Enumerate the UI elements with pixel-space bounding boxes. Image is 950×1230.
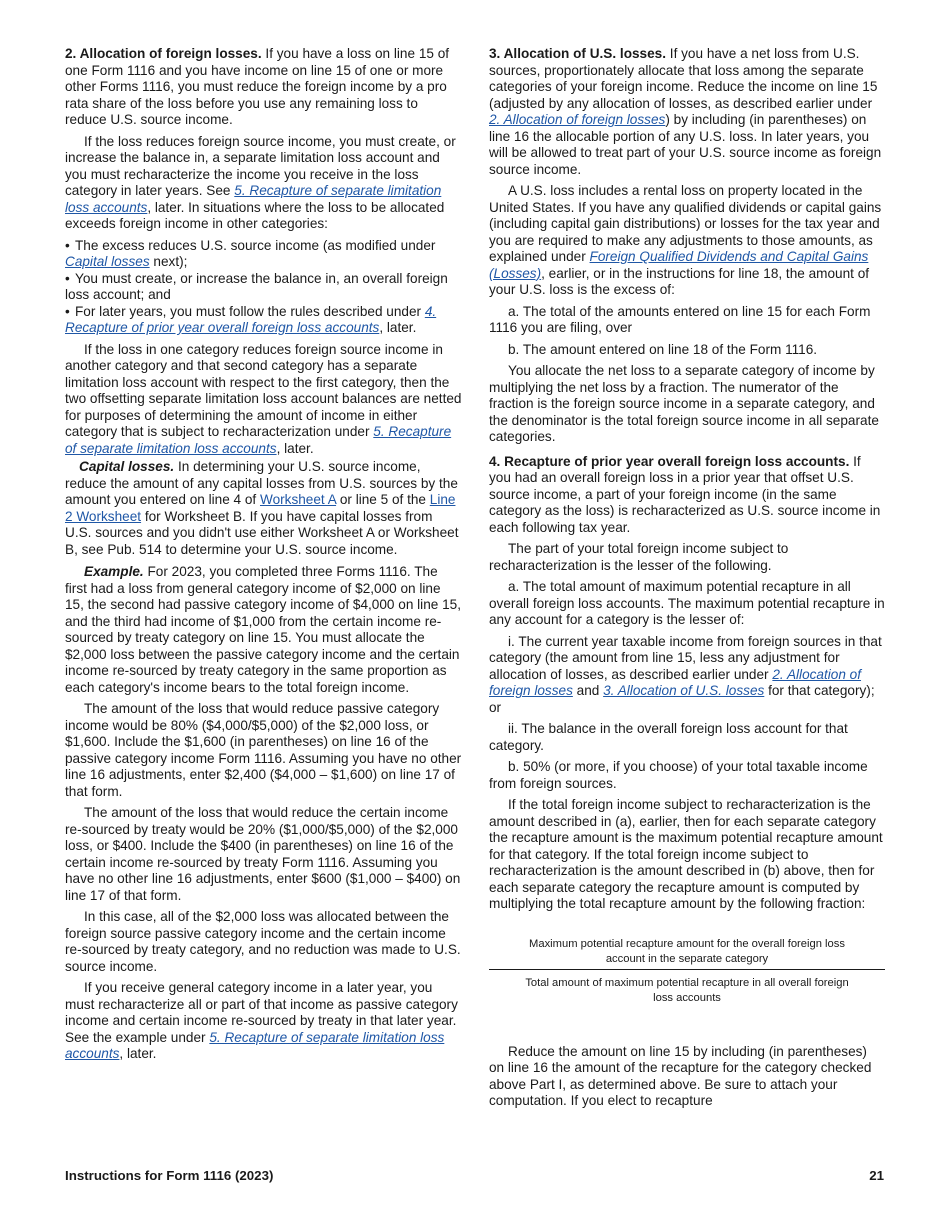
case-summary-paragraph: In this case, all of the $2,000 loss was allocated between the foreign source passive category income and the certain income re-sourced by treaty category, and no reduction was made to U.S. source income. [65, 909, 461, 974]
link-allocation-foreign-losses[interactable]: 2. Allocation of foreign losses [489, 666, 862, 698]
link-allocation-us-losses[interactable]: 3. Allocation of U.S. losses [603, 683, 765, 698]
page-number: 21 [869, 1168, 884, 1183]
later-year-paragraph: If you receive general category income in a later year, you must recharacterize all or part of that income as passive category income and certain income re-sourced by treaty in that later year. See the example under 5. Recapture of separate limitation loss accounts, later. [65, 980, 458, 1061]
link-worksheet-a[interactable]: Worksheet A [259, 492, 337, 507]
bullet-item: • For later years, you must follow the rules described under 4. Recapture of prior year overall foreign loss accounts, later. [65, 303, 437, 335]
treaty-loss-paragraph: The amount of the loss that would reduce the certain income re-sourced by treaty would be 20% ($1,000/$5,000) of the $2,000 loss, or $400. Include the $400 (in parentheses) on line 16 of the certain income re-sourced by treaty Form 1116. Assuming you have no other line 16 adjustments, enter $600 ($1,000 – $400) on line 17 of that form. [65, 805, 461, 903]
fraction-numerator: Maximum potential recapture amount for the overall foreign loss account in the separate category [489, 937, 885, 970]
loss-reduces-paragraph: If the loss reduces foreign source income, you must create, or increase the balance in, a separate limitation loss account and you must recharacterize the income you receive in the loss category in later years. See 5. Recapture of separate limitation loss accounts, later. In situations where the loss to be allocated exceeds foreign income in other categories: [65, 133, 456, 231]
reduce-amount-paragraph: Reduce the amount on line 15 by including (in parentheses) on line 16 the amount of the recapture for the category checked above Part I, as determined above. Be sure to attach your computation. If you elect to recapture [489, 1043, 872, 1108]
section-4-paragraph: 4. Recapture of prior year overall foreign loss accounts. If you had an overall foreign loss in a prior year that offset U.S. source income, a part of your foreign income (in the same category as the loss) is recharacterized as U.S. source income in each following tax year. [489, 453, 881, 535]
loss-one-category-paragraph: If the loss in one category reduces foreign source income in another category and that second category has a separate limitation loss account with respect to the first category, then the two offsetting separate limitation loss account balances are netted for purposes of determining the amount of income in either category that is subject to recharacterization under 5. Recapture of separate limitation loss accounts, later. [65, 341, 462, 456]
section-3-heading: 3. Allocation of U.S. losses. [489, 46, 667, 61]
capital-losses-heading: Capital losses. [79, 459, 175, 474]
item-b-paragraph: b. The amount entered on line 18 of the Form 1116. [508, 341, 818, 357]
section-2-heading: 2. Allocation of foreign losses. [65, 46, 262, 61]
fraction-denominator: Total amount of maximum potential recapture in all overall foreign loss accounts [525, 976, 849, 1004]
link-allocation-foreign-losses[interactable]: 2. Allocation of foreign losses [489, 112, 666, 127]
section-2-paragraph: 2. Allocation of foreign losses. If you have a loss on line 15 of one Form 1116 and you have income on line 15 of one or more other Forms 1116, you must reduce the foreign income by a pro rata share of the loss before you use any remaining loss to reduce U.S. source income. [65, 46, 450, 127]
bullet-item: • You must create, or increase the balance in, an overall foreign loss account; and [65, 270, 448, 302]
right-column [489, 46, 885, 1115]
link-recapture-overall-foreign-loss[interactable]: 4. Recapture of prior year overall foreign loss accounts [65, 303, 437, 335]
link-capital-losses[interactable]: Capital losses [65, 254, 150, 269]
link-recapture-separate-limitation[interactable]: 5. Recapture of separate limitation loss accounts [65, 424, 452, 456]
left-column [65, 46, 462, 1068]
example-heading: Example. [84, 564, 144, 579]
footer-title: Instructions for Form 1116 (2023) [65, 1168, 274, 1183]
link-line-2-worksheet[interactable]: Line 2 Worksheet [65, 492, 456, 524]
net-loss-allocation-paragraph: You allocate the net loss to a separate category of income by multiplying the net loss by a fraction. The numerator of the fraction is the foreign source income in a separate category, and the denominator is the total foreign source income in all separate categories. [489, 363, 879, 444]
passive-loss-paragraph: The amount of the loss that would reduce passive category income would be 80% ($4,000/$5,000) of the $2,000 loss, or $1,600. Include the $1,600 (in parentheses) on line 16 of the passive category income Form 1116. Assuming you have no other line 16 adjustments, enter $2,400 ($4,000 – $1,600) on line 17 of that form. [65, 701, 462, 799]
link-recapture-separate-limitation[interactable]: 5. Recapture of separate limitation loss accounts [65, 1029, 445, 1061]
item-i-paragraph: i. The current year taxable income from foreign sources in that category (the amount from line 15, less any adjustment for allocation of losses, as described earlier under 2. Allocation of foreign losses and 3. Allocation of U.S. losses for that category); or [489, 633, 882, 715]
section-4-heading: 4. Recapture of prior year overall foreign loss accounts. [489, 453, 850, 469]
recapture-fraction [489, 937, 885, 1006]
section-3-paragraph: 3. Allocation of U.S. losses. If you have a net loss from U.S. sources, proportionately allocate that loss among the separate categories of your foreign income. Reduce the income on line 15 (adjusted by any allocation of losses, as described earlier under 2. Allocation of foreign losses) by including (in parentheses) on line 16 the allocable portion of any U.S. loss. In later years, you will be allowed to treat part of your U.S. source income as foreign source income. [489, 46, 882, 177]
total-foreign-income-paragraph: If the total foreign income subject to recharacterization is the amount described in (a), earlier, then for each separate category the recapture amount is the maximum potential recapture amount for that category. If the total foreign income subject to recharacterization is the amount described in (b) above, then for each separate category the recapture amount is computed by multiplying the total recapture amount by the following fraction: [489, 797, 883, 911]
bullet-list [65, 238, 462, 337]
example-paragraph: Example. For 2023, you completed three Forms 1116. The first had a loss from general category income of $2,000 on line 15, the second had passive category income of $4,000 on line 15, and the third had income of $1,000 from the certain income re-sourced by treaty category on line 15. You must allocate the $2,000 loss between the passive category income and the certain income re-sourced by treaty category in the same proportion as each category's income bears to the total foreign income. [65, 564, 461, 695]
capital-losses-paragraph: Capital losses. In determining your U.S. source income, reduce the amount of any capital losses from U.S. sources by the amount you entered on line 4 of Worksheet A or line 5 of the Line 2 Worksheet for Worksheet B. If you have capital losses from U.S. sources and you didn't use either Worksheet A or Worksheet B, see Pub. 514 to determine your U.S. source income. [65, 459, 459, 557]
bullet-item: • The excess reduces U.S. source income (as modified under Capital losses next); [65, 237, 436, 269]
link-recapture-separate-limitation[interactable]: 5. Recapture of separate limitation loss accounts [65, 183, 442, 215]
item-a-recapture-paragraph: a. The total amount of maximum potential recapture in all overall foreign loss accounts. The maximum potential recapture in any account for a category is the lesser of: [489, 579, 885, 627]
link-foreign-qualified-dividends[interactable]: Foreign Qualified Dividends and Capital Gains (Losses) [489, 249, 869, 281]
item-b-taxable-paragraph: b. 50% (or more, if you choose) of your total taxable income from foreign sources. [489, 759, 868, 791]
item-ii-paragraph: ii. The balance in the overall foreign loss account for that category. [489, 721, 848, 753]
part-subject-paragraph: The part of your total foreign income subject to recharacterization is the lesser of the following. [489, 541, 789, 573]
item-a-paragraph: a. The total of the amounts entered on line 15 for each Form 1116 you are filing, over [489, 303, 871, 335]
rental-loss-paragraph: A U.S. loss includes a rental loss on property located in the United States. If you have any qualified dividends or capital gains (including capital gain distributions) or losses for the tax year and you are required to make any adjustments to those amounts, as explained under Foreign Qualified Dividends and Capital Gains (Losses), earlier, or in the instructions for line 18, the amount of your U.S. loss is the excess of: [489, 183, 882, 297]
